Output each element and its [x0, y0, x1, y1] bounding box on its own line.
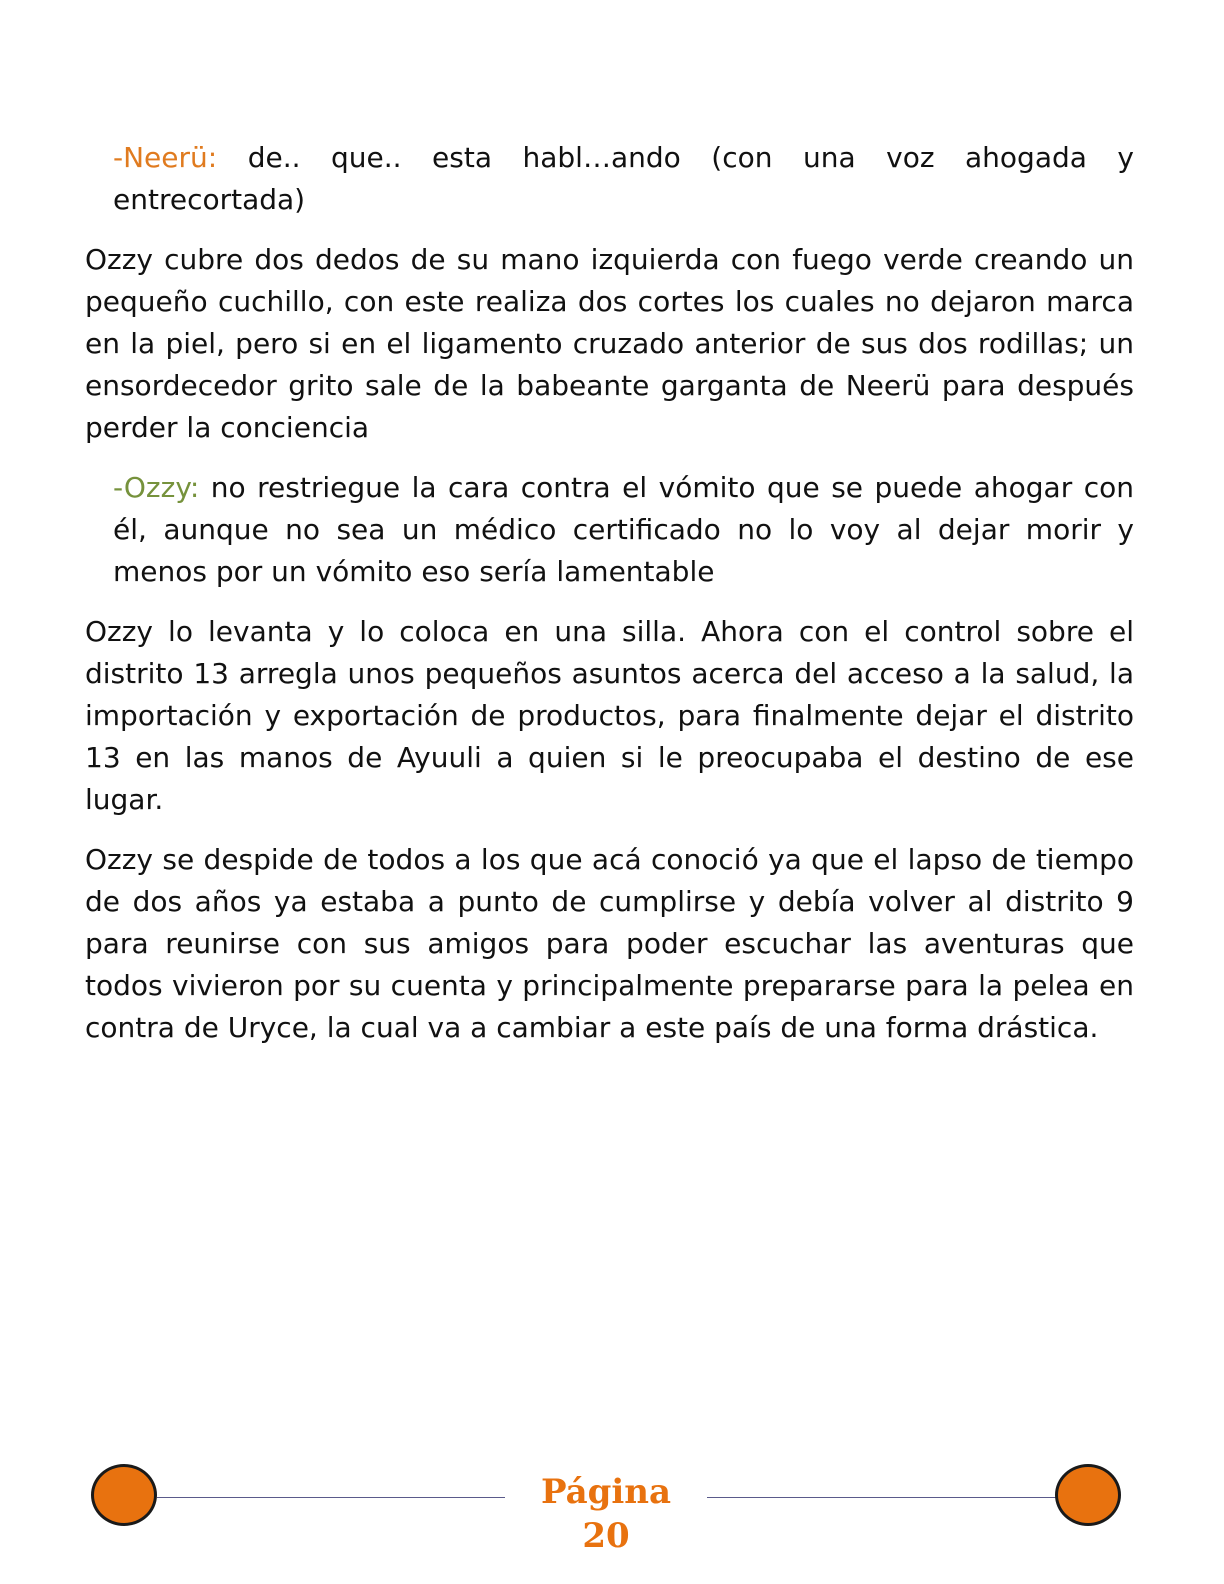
page-word: Página	[540, 1472, 672, 1512]
page-body	[85, 137, 1134, 1067]
narration-paragraph: Ozzy se despide de todos a los que acá conoció ya que el lapso de tiempo de dos años ya estaba a punto de cumplirse y debía volver al distrito 9 para reunirse con sus amigos para poder escuchar las aventuras que todos vivieron por su cuenta y principalmente prepararse para la pelea en contra de Uryce, la cual va a cambiar a este país de una forma drástica.	[85, 843, 1134, 1044]
speaker-name: -Ozzy:	[113, 471, 200, 504]
footer-circle-right-icon	[1055, 1464, 1121, 1526]
narration-paragraph: Ozzy lo levanta y lo coloca en una silla. Ahora con el control sobre el distrito 13 arregla unos pequeños asuntos acerca del acceso a la salud, la importación y exportación de productos, para finalmente dejar el distrito 13 en las manos de Ayuuli a quien si le preocupaba el destino de ese lugar.	[85, 615, 1134, 816]
dialogue-text: de.. que.. esta habl…ando (con una voz ahogada y entrecortada)	[113, 141, 1134, 216]
footer-circle-left-icon	[91, 1464, 157, 1526]
page-number: 20	[582, 1516, 630, 1556]
footer-divider-right	[707, 1497, 1057, 1498]
dialogue-neeru	[113, 137, 1134, 221]
narration-paragraph: Ozzy cubre dos dedos de su mano izquierda con fuego verde creando un pequeño cuchillo, con este realiza dos cortes los cuales no dejaron marca en la piel, pero si en el ligamento cruzado anterior de sus dos rodillas; un ensordecedor grito sale de la babeante garganta de Neerü para después perder la conciencia	[85, 243, 1134, 444]
footer-divider-left	[157, 1497, 505, 1498]
dialogue-text: no restriegue la cara contra el vómito que se puede ahogar con él, aunque no sea un médico certificado no lo voy al dejar morir y menos por un vómito eso sería lamentable	[113, 471, 1134, 588]
dialogue-ozzy	[113, 467, 1134, 593]
page-footer	[0, 1460, 1224, 1584]
page-number-label	[505, 1470, 707, 1558]
speaker-name: -Neerü:	[113, 141, 218, 174]
